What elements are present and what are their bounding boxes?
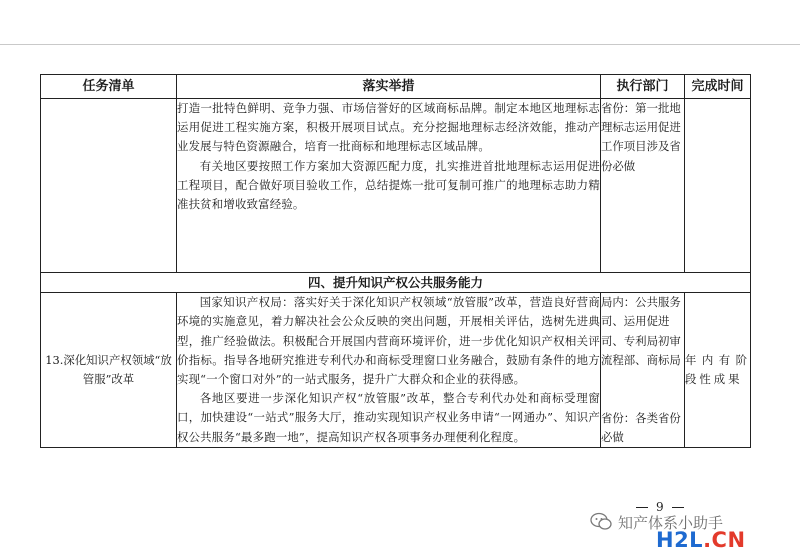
table-header-row <box>41 75 751 99</box>
table-row <box>41 293 751 448</box>
deadline-cell-empty <box>685 99 751 273</box>
brand-cn: .CN <box>703 528 746 552</box>
brand-logo <box>656 528 746 552</box>
measures-paragraph: 有关地区要按照工作方案加大资源匹配力度，扎实推进首批地理标志运用促进工程项目，配合做好项目验收工作，总结提炼一批可复制可推广的地理标志助力精准扶贫和增收致富经验。 <box>177 158 600 212</box>
section-row <box>41 273 751 293</box>
section-heading: 四、提升知识产权公共服务能力 <box>41 273 751 293</box>
brand-h2l: H2L <box>656 528 704 552</box>
dash-right <box>672 507 684 508</box>
cell-spacer <box>177 214 600 272</box>
task-cell: 13.深化知识产权领域“放管服”改革 <box>41 293 177 448</box>
department-cell: 省份：第一批地理标志运用促进工作项目涉及省份必做 <box>601 99 685 273</box>
measures-paragraph: 打造一批特色鲜明、竞争力强、市场信誉好的区域商标品牌。制定本地区地理标志运用促进工程实施方案，积极开展项目试点。充分挖掘地理标志经济效能，推动产业发展与特色资源融合，培育一批商标和地理标志区域品牌。 <box>177 101 600 154</box>
department-bureau: 局内：公共服务司、运用促进司、专利局初审流程部、商标局 <box>601 295 681 367</box>
header-task: 任务清单 <box>41 75 177 99</box>
watermark-text: 知产体系小助手 <box>618 513 724 532</box>
header-measures: 落实举措 <box>177 75 601 99</box>
top-divider <box>0 44 800 45</box>
department-cell <box>601 293 685 448</box>
deadline-cell: 年内有阶段性成果 <box>685 293 751 448</box>
header-deadline: 完成时间 <box>685 75 751 99</box>
measures-paragraph: 各地区要进一步深化知识产权“放管服”改革，整合专利代办处和商标受理窗口，加快建设“一站式”服务大厅，推动实现知识产权业务申请“一网通办”、知识产权公共服务“最多跑一地”，提高知识产权各项事务办理便利化程度。 <box>177 391 600 444</box>
dash-left <box>636 507 648 508</box>
department-province: 省份：各类省份必做 <box>601 411 681 445</box>
task-cell-empty <box>41 99 177 273</box>
table-row <box>41 99 751 273</box>
page-number-value: 9 <box>656 500 664 514</box>
measures-paragraph: 国家知识产权局：落实好关于深化知识产权领域“放管服”改革，营造良好营商环境的实施意见，着力解决社会公众反映的突出问题，开展相关评估，选树先进典型，推广经验做法。积极配合开展国内营商环境评价，进一步优化知识产权相关评价指标。指导各地研究推进专利代办和商标受理窗口业务融合，鼓励有条件的地方实现“一个窗口对外”的一站式服务，提升广大群众和企业的获得感。 <box>177 295 600 387</box>
task-table <box>40 74 751 448</box>
measures-cell <box>177 293 601 448</box>
cell-spacer <box>601 370 684 409</box>
measures-cell <box>177 99 601 273</box>
header-department: 执行部门 <box>601 75 685 99</box>
wechat-icon <box>590 512 612 532</box>
